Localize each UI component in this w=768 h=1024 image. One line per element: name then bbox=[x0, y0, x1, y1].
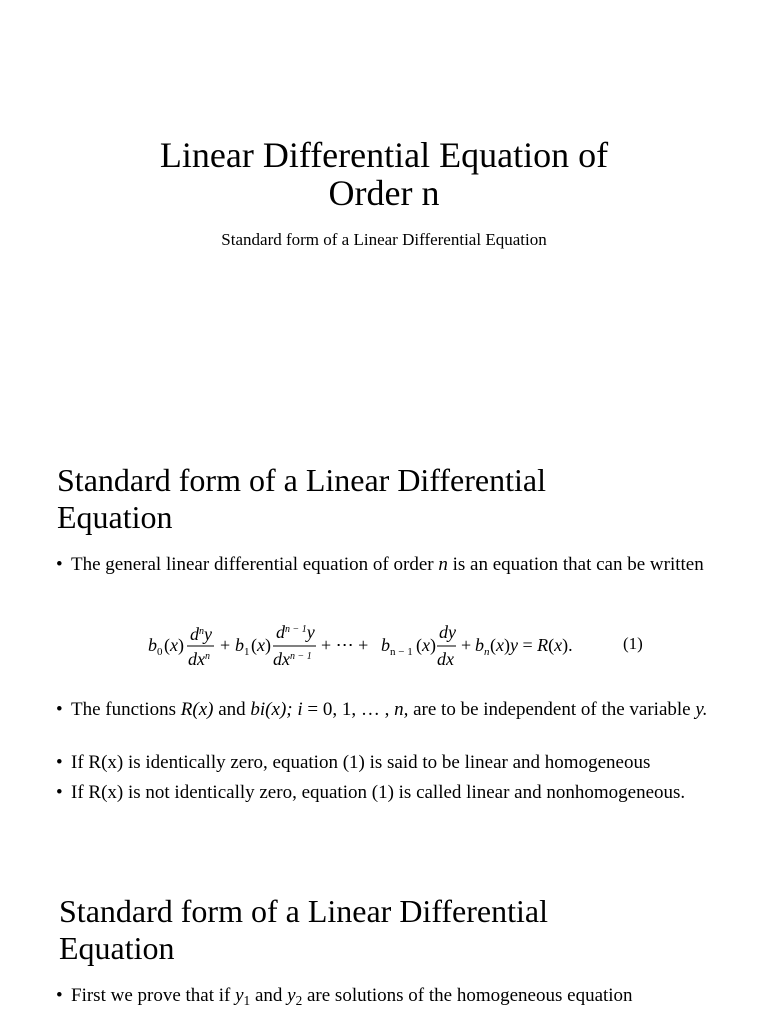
bullet-marker: • bbox=[56, 752, 63, 773]
linear-equation-formula bbox=[148, 620, 668, 670]
text: are to be independent of the variable bbox=[408, 699, 696, 720]
text-sub2: 2 bbox=[295, 992, 303, 1008]
bullet-first-prove bbox=[56, 984, 736, 1007]
section-heading-line-1: Standard form of a Linear Differential bbox=[59, 893, 548, 929]
eq-frac3-den: dx bbox=[437, 649, 454, 669]
eq-plus-1: + bbox=[220, 635, 231, 655]
eq-bn1-sub: n − 1 bbox=[390, 646, 413, 658]
eq-b0-sub: 0 bbox=[157, 646, 163, 658]
eq-frac2-den: $dx^{n - 1}$ bbox=[273, 649, 312, 669]
text: The functions bbox=[71, 699, 181, 720]
bullet-text-n: n bbox=[438, 554, 448, 575]
eq-frac1-den: $dx^n$ bbox=[188, 649, 210, 669]
bullet-functions bbox=[56, 698, 736, 721]
eq-frac1-num: $d^ny$ bbox=[190, 624, 212, 644]
bullet-text: If R(x) is not identically zero, equation (1) is called linear and nonhomogeneous. bbox=[71, 782, 686, 803]
text-bi: bi(x); i bbox=[250, 699, 303, 720]
bullet-general-equation bbox=[56, 553, 736, 576]
eq-b1-sub: 1 bbox=[244, 646, 250, 658]
eq-b0-arg: (x) bbox=[164, 635, 184, 655]
text-n: n, bbox=[394, 699, 409, 720]
eq-plus-2: + ⋯ + bbox=[321, 635, 369, 655]
equation-number: (1) bbox=[623, 634, 643, 653]
eq-bn-arg: (x)y = R(x). bbox=[490, 635, 573, 655]
section-heading-line-2: Equation bbox=[57, 499, 173, 535]
eq-b1-arg: (x) bbox=[251, 635, 271, 655]
section-heading-line-2: Equation bbox=[59, 930, 175, 966]
bullet-text: If R(x) is identically zero, equation (1) is said to be linear and homogeneous bbox=[71, 752, 651, 773]
section-heading bbox=[59, 893, 739, 967]
eq-b1: b bbox=[235, 635, 244, 655]
eq-frac3-num: dy bbox=[439, 622, 456, 642]
text-R: R(x) bbox=[180, 699, 214, 720]
text: = 0, 1, … , bbox=[302, 699, 395, 720]
text-y1: y bbox=[235, 985, 244, 1006]
eq-plus-3: + bbox=[461, 635, 472, 655]
bullet-marker: • bbox=[56, 985, 63, 1006]
text: First we prove that if bbox=[71, 985, 236, 1006]
bullet-text-post: is an equation that can be written bbox=[447, 554, 704, 575]
slide-title-line-2: Order n bbox=[328, 173, 440, 213]
bullet-homogeneous bbox=[56, 751, 736, 774]
section-heading bbox=[57, 462, 737, 536]
slide-subtitle: Standard form of a Linear Differential Equation bbox=[221, 230, 547, 249]
eq-bn1-arg: (x) bbox=[416, 635, 436, 655]
eq-bn: b bbox=[475, 635, 484, 655]
bullet-nonhomogeneous bbox=[56, 781, 736, 804]
eq-b0: b bbox=[148, 635, 157, 655]
text: are solutions of the homogeneous equation bbox=[302, 985, 633, 1006]
bullet-marker: • bbox=[56, 782, 63, 803]
text-y2: y bbox=[287, 985, 296, 1006]
eq-bn-sub: n bbox=[484, 646, 490, 658]
bullet-marker: • bbox=[56, 699, 63, 720]
slide-title bbox=[0, 136, 768, 212]
eq-frac2-num: $d^{n - 1}y$ bbox=[276, 622, 315, 642]
bullet-marker: • bbox=[56, 554, 63, 575]
slide-title-line-1: Linear Differential Equation of bbox=[159, 135, 609, 175]
bullet-text-pre: The general linear differential equation of order bbox=[71, 554, 439, 575]
text-sub1: 1 bbox=[243, 992, 251, 1008]
text: and bbox=[213, 699, 251, 720]
text: and bbox=[250, 985, 288, 1006]
eq-bn1: b bbox=[381, 635, 390, 655]
text-y: y. bbox=[695, 699, 708, 720]
section-heading-line-1: Standard form of a Linear Differential bbox=[57, 462, 546, 498]
